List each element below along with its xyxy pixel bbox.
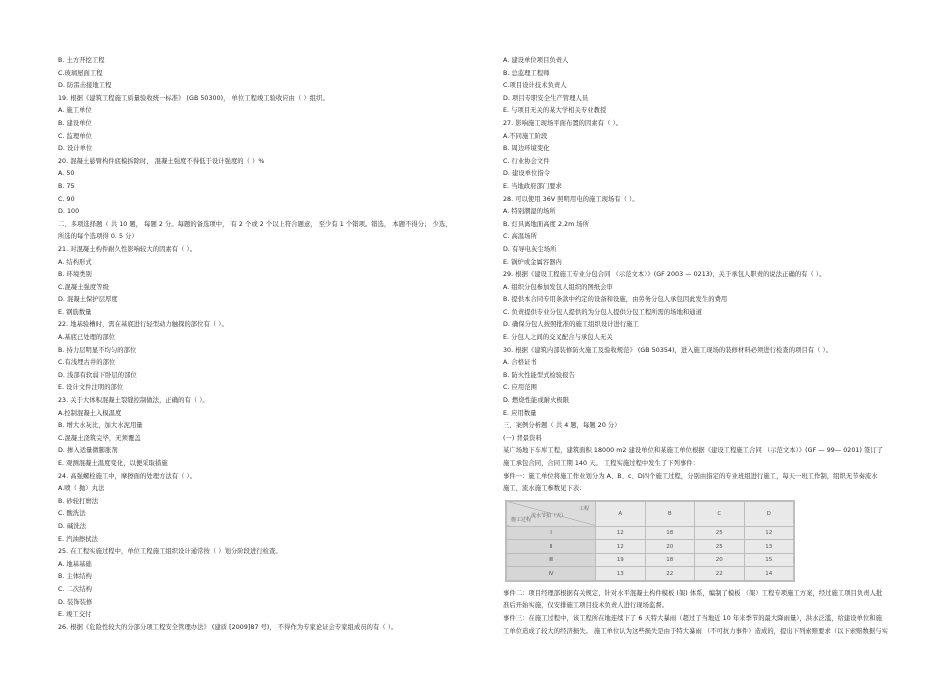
text-line: A. 组织分包参加发包人组织的图纸会审 — [503, 283, 613, 291]
text-line: E. 观测混凝土温度变化，以便采取措施 — [58, 460, 168, 467]
text-line: D. 确保分包人按照批准的施工组织设计进行施工 — [503, 321, 639, 329]
text-line: 二、多项选择题（ 共 10 题， 每题 2 分。每题的备选项中， 有 2 个或 2 个以上符合题意， 至少有 1 个错项。错选， 本题不得分； 少选， — [58, 220, 452, 228]
text-line: 22. 地基验槽时，需在基底进行轻型动力触探的部位有（ ）。 — [58, 321, 228, 329]
text-line: D. 项目专职安全生产管理人员 — [503, 94, 589, 102]
text-line: E. 汽油擦拭法 — [58, 535, 98, 543]
row-label: Ⅳ — [507, 567, 596, 581]
left-column — [58, 55, 468, 634]
text-line: D. 建设单位指令 — [503, 170, 551, 178]
text-line: C.项目设计技术负责人 — [503, 82, 567, 90]
text-line: B. 周边环境变化 — [503, 145, 550, 153]
text-line: 准后开始实施，仅安排施工项目技术负责人进行现场监督。 — [503, 602, 669, 610]
table-cell: 12 — [596, 526, 646, 540]
table-cell: 12 — [744, 526, 794, 540]
table-row — [507, 567, 794, 581]
text-line: 所选的每个选项得 0. 5 分） — [58, 233, 138, 241]
text-line: E. 应用数量 — [503, 409, 537, 417]
table-cell: 25 — [695, 526, 745, 540]
text-line: E. 当地政府部门要求 — [503, 182, 562, 190]
text-line: A. 地基基础 — [58, 560, 92, 568]
text-line: E. 设计文件注明的部位 — [58, 384, 124, 392]
table-column-header: A — [596, 501, 646, 526]
text-line: C. 应用范围 — [503, 384, 537, 392]
right-column-bottom — [503, 588, 908, 638]
table-column-header: D — [744, 501, 794, 526]
table-cell: 13 — [744, 540, 794, 554]
text-line: B. 环境类别 — [58, 271, 92, 279]
text-line: B. 砂轮打磨法 — [58, 497, 99, 505]
text-line: 施工承包合同，合同工期 140 天。 工程实施过程中发生了下列事件： — [503, 460, 700, 467]
text-line: C.玻璃屋面工程 — [58, 69, 103, 77]
text-line: D. 掺入适量微膨胀剂 — [58, 447, 118, 455]
text-line: D. 设计单位 — [58, 145, 93, 153]
table-cell: 22 — [695, 567, 745, 581]
text-line: 26. 根据《危险性较大的分部分项工程安全管理办法》 (建质 [2009]87 号)， 不得作为专家论证会专家组成员的有（ ）。 — [58, 623, 398, 631]
table-cell: 20 — [645, 540, 695, 554]
table-cell: 18 — [645, 553, 695, 567]
text-line: B. 灯具离地面高度 2.2m 场所 — [503, 220, 590, 228]
text-line: B. 提供本合同专用条款中约定的设备和设施，由劳务分包人承包因此发生的费用 — [503, 296, 728, 304]
flow-parameters-table — [505, 500, 795, 582]
text-line: A.不同施工阶段 — [503, 132, 548, 140]
text-line: 事件一：施工单位将施工作业划分为 A、B、c、D四个施工过程，分别由指定的专业班组进行施工，每天一班工作制，组织无节奏流水 — [503, 472, 878, 480]
text-line: 29. 根据《建设工程施工专业分包合同 （示范文本）》(GF 2003 — 0213)，关于承包人职责的说法正确的有（ ）。 — [503, 271, 826, 279]
text-line: B. 主体结构 — [58, 573, 92, 581]
table-header-row — [507, 501, 794, 526]
text-line: C.混凝土强度等级 — [58, 283, 109, 291]
text-line: (一) 背景资料 — [503, 434, 542, 442]
text-line: 28. 可以使用 36V 照明用电的施工现场有（ ）。 — [503, 195, 639, 203]
text-line: 27. 影响施工现场平面布置的因素有（ ）。 — [503, 119, 623, 127]
text-line: 25. 在工程实施过程中，单位工程施工组织设计通常按（ ）划分阶段进行检查。 — [58, 548, 282, 556]
text-line: A. 50 — [58, 170, 75, 178]
text-line: D. 装饰装修 — [58, 598, 93, 606]
text-line: 施工，流水施工参数见下表： — [503, 485, 586, 493]
text-line: 19. 根据《建筑工程施工质量验收统一标准》 (GB 50300)， 单位工程竣工验收应由（ ）组织。 — [58, 94, 329, 102]
row-label: Ⅱ — [507, 540, 596, 554]
right-column-top — [503, 55, 908, 496]
text-line: E. 与项目无关的某大学相关专业教授 — [503, 107, 607, 115]
text-line: D. 防雷击接地工程 — [58, 82, 112, 90]
text-line: B. 增大水灰比，加大水泥用量 — [58, 422, 143, 430]
text-line: 事件三：在施工过程中，该工程所在地连续下了 6 天特大暴雨（超过了当地近 10 年来季节的最大降雨量），洪水泛滥，给建设单位和施 — [503, 614, 882, 622]
text-line: D. 混凝土保护层厚度 — [58, 296, 118, 304]
table-corner-cell — [507, 501, 596, 526]
text-line: 20. 混凝土悬臂构件底模拆除时， 混凝土强度不得低于设计强度的（ ）% — [58, 157, 265, 165]
text-line: A. 建设单位项目负责人 — [503, 57, 569, 64]
text-line: 21. 对混凝土构件耐久性影响较大的因素有（ ）。 — [58, 245, 197, 253]
text-line: 23. 关于大体积混凝土裂缝控制做法，正确的有（ ）。 — [58, 397, 209, 405]
right-column — [503, 55, 908, 638]
corner-label: 施工过程 — [511, 516, 532, 523]
text-line: 工单位造成了较大的经济损失。 施工单位认为这些损失是由于特大暴雨 （不可抗力事件）造成的，提出下列索赔要求（以下索赔数据与实 — [503, 627, 888, 635]
table-row — [507, 540, 794, 554]
text-line: B. 防火性能型式检验报告 — [503, 371, 575, 379]
text-line: B. 持力层明显不均匀的部位 — [58, 346, 137, 354]
text-line: 事件二：项目经理部根据有关规定，针对水平混凝土构件模板 (架) 体系，编制了模板 （架）工程专项施工方案，经过施工项目负责人批 — [503, 589, 883, 597]
text-line: E. 分包人之间的交叉配合与承包人无关 — [503, 334, 613, 342]
text-line: 某广场地下车库工程，建筑面积 18000 m2 建设单位和某施工单位根据《建设工程施工合同 （示范文本）》(GF — 99— 0201) 签订了 — [503, 447, 884, 455]
text-line: B. 75 — [58, 182, 75, 190]
text-line: 三、案例分析题（ 共 4 题，每题 20 分） — [503, 422, 621, 430]
text-line: D. 浅部有软弱下卧层的部位 — [58, 371, 137, 379]
text-line: C.有浅埋古井的部位 — [58, 359, 116, 367]
text-line: A.控制混凝土入模温度 — [58, 409, 122, 417]
table-row — [507, 553, 794, 567]
table-column-header: B — [645, 501, 695, 526]
text-line: A. 施工单位 — [58, 107, 92, 115]
text-line: C. 监理单位 — [58, 132, 92, 140]
text-line: D. 燃烧性能或耐火极限 — [503, 397, 570, 405]
text-line: C. 90 — [58, 195, 75, 203]
text-line: A. 特别潮湿的场所 — [503, 208, 556, 216]
text-line: D. 碱洗法 — [58, 522, 87, 530]
text-line: E. 竣工交付 — [58, 611, 92, 619]
table-cell: 20 — [695, 553, 745, 567]
table-column-header: C — [695, 501, 745, 526]
text-line: 30. 根据《建筑内部装修防火施工及验收规范》 (GB 50354)，进入施工现场的装修材料必须进行检查的项目有（ ）。 — [503, 346, 833, 354]
text-line: B. 建设单位 — [58, 119, 92, 127]
text-line: B. 总监理工程师 — [503, 69, 550, 77]
table-cell: 18 — [645, 526, 695, 540]
text-line: C. 酸洗法 — [58, 510, 86, 518]
text-line: B. 土方开挖工程 — [58, 57, 105, 64]
text-line: C. 负责提供专业分包人提供的为分包人提供分包工程所需的场地和通道 — [503, 308, 702, 316]
text-line: A.喷（ 抛）丸法 — [58, 485, 105, 493]
table-cell: 13 — [596, 567, 646, 581]
text-line: C. 行业协会文件 — [503, 157, 550, 165]
table-cell: 14 — [744, 567, 794, 581]
table-row — [507, 526, 794, 540]
text-line: C. 高温场所 — [503, 233, 537, 241]
text-line: E. 锅炉或金属容器内 — [503, 258, 562, 266]
text-line: 24. 高强螺栓施工中，摩擦面的处理方法有（ ）。 — [58, 472, 197, 480]
corner-label: 工程 — [578, 505, 589, 512]
row-label: Ⅲ — [507, 553, 596, 567]
corner-label: 流水节拍（天） — [531, 512, 567, 519]
table-cell: 15 — [744, 553, 794, 567]
text-line: A.基底已处理的部位 — [58, 334, 116, 342]
text-line: A. 结构形式 — [58, 258, 92, 266]
row-label: Ⅰ — [507, 526, 596, 540]
text-line: D. 100 — [58, 208, 80, 216]
text-line: C. 二次结构 — [58, 585, 92, 593]
table-cell: 19 — [596, 553, 646, 567]
table-cell: 12 — [596, 540, 646, 554]
table-cell: 22 — [645, 567, 695, 581]
text-line: E. 钢筋数量 — [58, 308, 92, 316]
text-line: A. 合格证书 — [503, 359, 537, 367]
table-cell: 25 — [695, 540, 745, 554]
text-line: D. 有导电灰尘场所 — [503, 245, 557, 253]
text-line: C.混凝土浇筑完毕，无须覆盖 — [58, 434, 141, 442]
